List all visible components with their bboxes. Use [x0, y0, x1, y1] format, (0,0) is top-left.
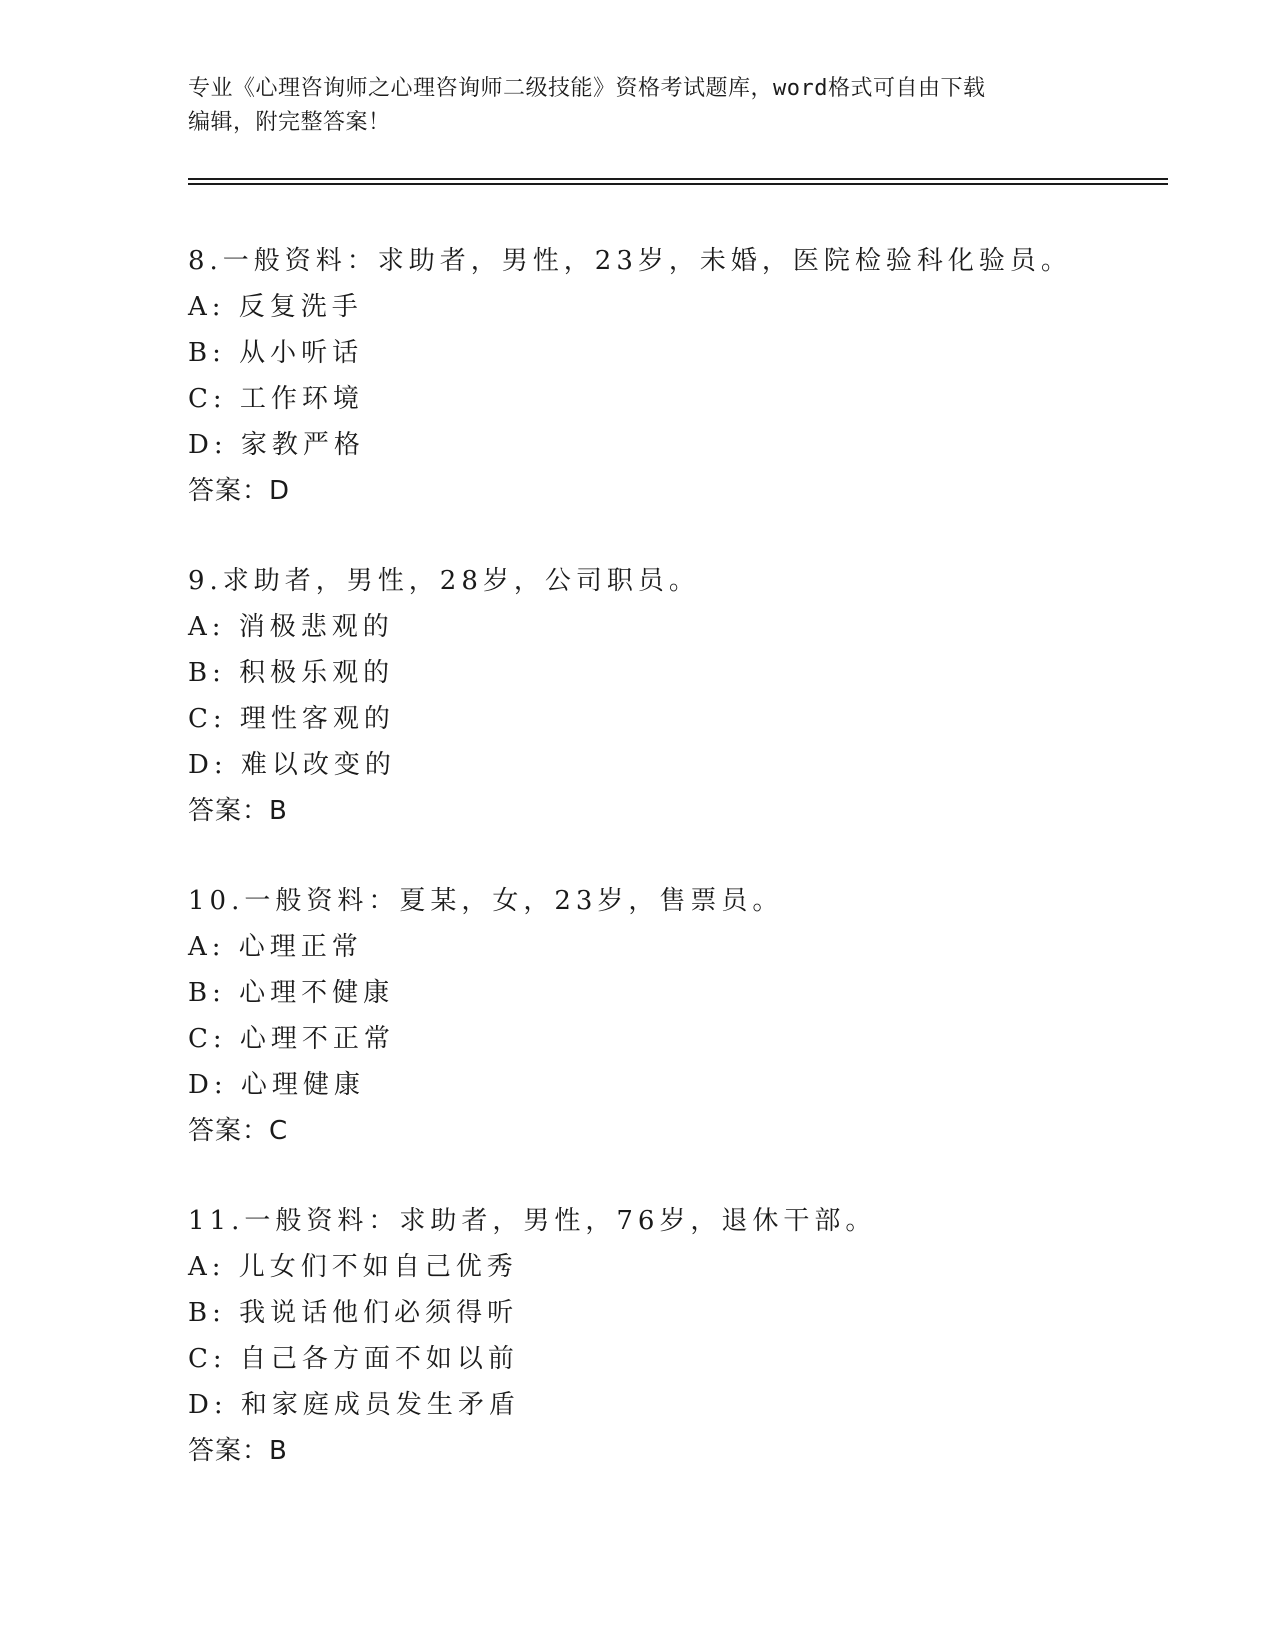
option-c: C: 心理不正常: [188, 1024, 395, 1054]
option-d: D: 心理健康: [188, 1070, 365, 1100]
option-b: B: 心理不健康: [188, 978, 395, 1008]
option-d: D: 难以改变的: [188, 750, 396, 780]
question-stem: 9.求助者，男性，28岁，公司职员。: [188, 566, 700, 596]
option-b: B: 从小听话: [188, 338, 364, 368]
question-item: [188, 878, 1168, 1154]
header-divider-top: [188, 178, 1168, 180]
question-stem: 10.一般资料：夏某，女，23岁，售票员。: [188, 886, 784, 916]
header-line-2: 编辑，附完整答案！: [188, 110, 391, 135]
option-c: C: 工作环境: [188, 384, 364, 414]
header-line-1: 专业《心理咨询师之心理咨询师二级技能》资格考试题库，word格式可自由下载: [188, 76, 986, 101]
option-a: A: 儿女们不如自己优秀: [188, 1252, 518, 1282]
option-c: C: 自己各方面不如以前: [188, 1344, 519, 1374]
question-item: [188, 238, 1168, 514]
answer-line: 答案：D: [188, 476, 291, 506]
answer-line: 答案：B: [188, 796, 288, 826]
question-list: [188, 238, 1168, 1518]
option-a: A: 反复洗手: [188, 292, 363, 322]
page-header: [188, 72, 1068, 140]
question-stem: 8.一般资料：求助者，男性，23岁，未婚，医院检验科化验员。: [188, 246, 1072, 276]
option-d: D: 家教严格: [188, 430, 365, 460]
option-b: B: 积极乐观的: [188, 658, 395, 688]
header-divider-bottom: [188, 183, 1168, 185]
answer-line: 答案：C: [188, 1116, 289, 1146]
option-d: D: 和家庭成员发生矛盾: [188, 1390, 520, 1420]
question-item: [188, 558, 1168, 834]
option-a: A: 消极悲观的: [188, 612, 394, 642]
option-c: C: 理性客观的: [188, 704, 395, 734]
question-stem: 11.一般资料：求助者，男性，76岁，退休干部。: [188, 1206, 877, 1236]
answer-line: 答案：B: [188, 1436, 288, 1466]
option-b: B: 我说话他们必须得听: [188, 1298, 519, 1328]
option-a: A: 心理正常: [188, 932, 363, 962]
question-item: [188, 1198, 1168, 1474]
